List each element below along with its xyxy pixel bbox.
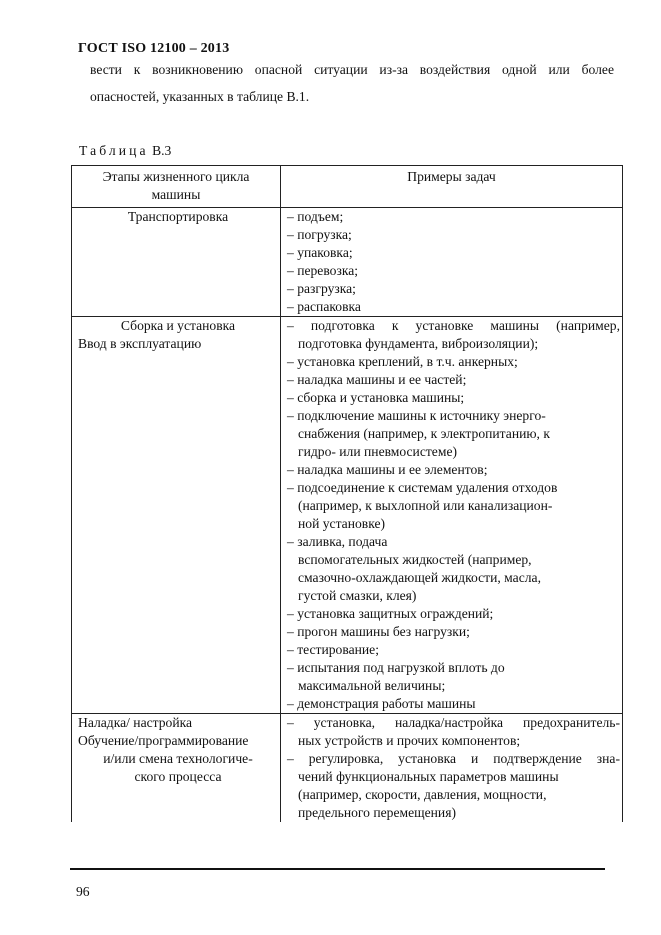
task-item-line: предельного перемещения) — [298, 805, 456, 820]
lifecycle-tasks-table — [71, 165, 623, 822]
task-item-line: вспомогательных жидкостей (например, — [298, 552, 532, 567]
task-item-line: (например, к выхлопной или канализацион- — [298, 498, 553, 513]
task-item: – установка креплений, в т.ч. анкерных; — [287, 354, 518, 369]
task-item-line: – испытания под нагрузкой вплоть до — [287, 660, 505, 675]
tasks-cell — [281, 714, 623, 823]
stage-line: ского процесса — [134, 769, 222, 784]
task-item-line: ной установке) — [298, 516, 386, 531]
stage-cell — [72, 208, 281, 317]
footer-rule — [70, 868, 605, 870]
task-item-line: – заливка, подача — [287, 534, 388, 549]
task-item-line: – регулировка, установка и подтверждение зна- — [287, 751, 620, 766]
task-item-line: – установка, наладка/настройка предохранитель- — [287, 715, 620, 730]
task-item-line: – подготовка к установке машины (например, — [287, 318, 620, 333]
task-item: – распаковка — [287, 299, 361, 314]
intro-text-line-2: опасностей, указанных в таблице В.1. — [90, 89, 310, 104]
document-header: ГОСТ ISO 12100 – 2013 — [78, 41, 230, 56]
table-row — [72, 208, 623, 317]
tasks-cell — [281, 208, 623, 317]
table-row — [72, 317, 623, 714]
task-item: – подъем; — [287, 209, 344, 224]
col-header-tasks: Примеры задач — [281, 166, 623, 208]
stage-line: Ввод в эксплуатацию — [78, 336, 202, 351]
stage-cell — [72, 317, 281, 714]
stage-line: Транспортировка — [127, 209, 229, 224]
table-caption — [79, 143, 171, 159]
task-item-line: подготовка фундамента, виброизоляции); — [298, 336, 539, 351]
col-header-stages-line-1: Этапы жизненного цикла — [102, 169, 250, 184]
task-item: – наладка машины и ее частей; — [287, 372, 467, 387]
task-item-line: густой смазки, клея) — [298, 588, 417, 603]
task-item-line: максимальной величины; — [298, 678, 446, 693]
stage-line: Наладка/ настройка — [78, 715, 193, 730]
stage-line: Обучение/программирование — [78, 733, 249, 748]
task-item-line: смазочно-охлаждающей жидкости, масла, — [298, 570, 541, 585]
intro-text-line-1: вести к возникновению опасной ситуации из-за воздействия одной или более — [90, 62, 614, 77]
task-item-line: гидро- или пневмосистеме) — [298, 444, 458, 459]
task-item: – установка защитных ограждений; — [287, 606, 494, 621]
table-header-row — [72, 166, 623, 208]
task-item: – разгрузка; — [287, 281, 356, 296]
table-caption-number: В.3 — [152, 143, 172, 158]
table-caption-word: Таблица — [79, 143, 149, 158]
col-header-stages-line-2: машины — [151, 187, 201, 202]
task-item-line: ных устройств и прочих компонентов; — [298, 733, 521, 748]
stage-line: Сборка и установка — [120, 318, 236, 333]
task-item: – прогон машины без нагрузки; — [287, 624, 470, 639]
task-item: – демонстрация работы машины — [287, 696, 476, 711]
task-item-line: (например, скорости, давления, мощности, — [298, 787, 547, 802]
page-number: 96 — [76, 884, 90, 899]
table-row — [72, 714, 623, 823]
tasks-cell — [281, 317, 623, 714]
task-item: – упаковка; — [287, 245, 353, 260]
stage-line: и/или смена технологиче- — [103, 751, 253, 766]
task-item: – погрузка; — [287, 227, 352, 242]
task-item-line: – подсоединение к системам удаления отходов — [287, 480, 558, 495]
task-item-line: снабжения (например, к электропитанию, к — [298, 426, 550, 441]
stage-cell — [72, 714, 281, 823]
col-header-stages — [72, 166, 281, 208]
task-item: – наладка машины и ее элементов; — [287, 462, 488, 477]
task-item-line: чений функциональных параметров машины — [298, 769, 559, 784]
task-item: – перевозка; — [287, 263, 359, 278]
task-item-line: – подключение машины к источнику энерго- — [287, 408, 546, 423]
task-item: – сборка и установка машины; — [287, 390, 465, 405]
task-item: – тестирование; — [287, 642, 379, 657]
